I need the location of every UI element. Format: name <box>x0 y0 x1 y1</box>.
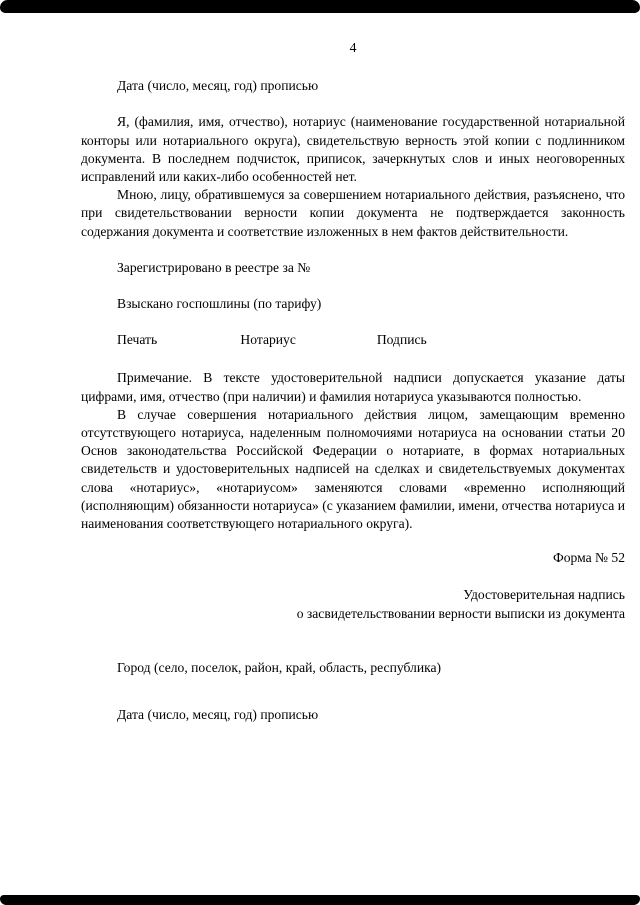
scan-edge-bottom <box>0 895 640 905</box>
scan-edge-top <box>0 0 640 13</box>
seal-label: Печать <box>117 332 158 348</box>
city-line: Город (село, поселок, район, край, область, республика) <box>117 660 442 676</box>
page-content <box>0 13 640 895</box>
date-line-first: Дата (число, месяц, год) прописью <box>117 78 319 94</box>
signature-label: Подпись <box>376 332 427 348</box>
fee-line: Взыскано госпошлины (по тарифу) <box>117 296 322 312</box>
form-title <box>81 585 625 623</box>
attestation-paragraph: Я, (фамилия, имя, отчество), нотариус (наименование государственной нотариальной конторы или нотариального округа), свидетельствую верность этой копии с подлинником документа. В последнем подчисток, приписок, зачеркнутых слов и иных неоговоренных исправлений или каких-либо особенностей нет. <box>81 114 625 185</box>
notary-label: Нотариус <box>240 332 296 348</box>
signature-row <box>81 331 625 349</box>
note-paragraph: Примечание. В тексте удостоверительной надписи допускается указание даты цифрами, имя, отчество (при наличии) и фамилия нотариуса указываются полностью. <box>81 370 625 404</box>
page-number: 4 <box>349 40 357 55</box>
substitute-notary-paragraph: В случае совершения нотариального действия лицом, замещающим временно отсутствующего нотариуса, наделенным полномочиями нотариуса на основании статьи 20 Основ законодательства Российской Федерации о нотариате, в формах нотариальных свидетельств и удостоверительных надписей на сделках и свидетельствуемых документах слова «нотариус», «нотариусом» заменяются словами «временно исполняющий (исполняющим) обязанности нотариуса» (с указанием фамилии, имени, отчества нотариуса и наименования соответствующего нотариального округа). <box>81 406 625 532</box>
explanation-paragraph: Мною, лицу, обратившемуся за совершением нотариального действия, разъяснено, что при свидетельствовании верности копии документа не подтверждается законность содержания документа и соответствие изложенных в нем фактов действительности. <box>81 187 625 239</box>
register-entry-line: Зарегистрировано в реестре за № <box>117 259 311 275</box>
form-title-line2: о засвидетельствовании верности выписки из документа <box>296 606 625 622</box>
form-title-line1: Удостоверительная надпись <box>463 587 625 603</box>
date-line-second: Дата (число, месяц, год) прописью <box>117 706 319 722</box>
form-number: Форма № 52 <box>552 550 625 566</box>
